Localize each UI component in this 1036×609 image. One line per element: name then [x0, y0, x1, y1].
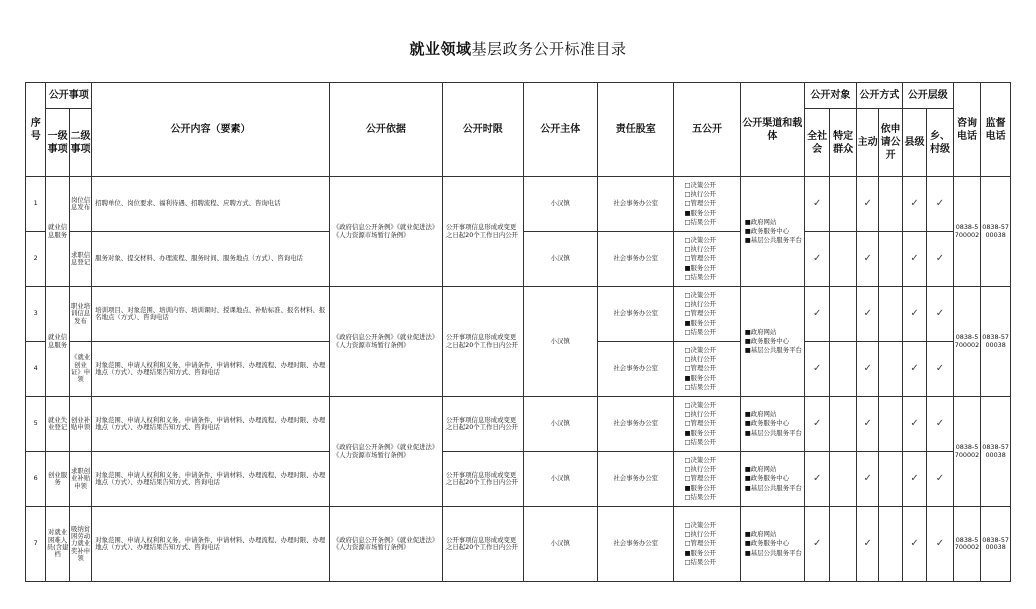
time-cell: 公开事项信息形成或变更之日起20个工作日内公开	[443, 287, 524, 397]
row-number: 5	[26, 397, 46, 452]
channel-item: ■政务服务中心	[744, 474, 790, 483]
row-number: 7	[26, 507, 46, 582]
subject-cell: 小汉镇	[523, 287, 597, 397]
table-row	[26, 452, 1011, 507]
five-option: □管理公开	[684, 419, 717, 428]
supervise-phone: 0838-5700038	[981, 507, 1011, 582]
five-option: □结果公开	[684, 272, 717, 281]
five-option: □决策公开	[684, 181, 717, 190]
five-cell	[674, 177, 740, 232]
group-cell: 就业信息服务	[46, 287, 69, 397]
subject-cell: 小汉镇	[523, 177, 597, 232]
blank-cell	[879, 397, 902, 452]
consult-phone: 0838-5700002	[953, 287, 981, 397]
header-consult: 咨询电话	[953, 83, 981, 177]
five-option: ■服务公开	[684, 428, 717, 437]
check-mark: ✓	[927, 507, 954, 582]
five-option: □管理公开	[684, 199, 717, 208]
time-cell: 公开事项信息形成或变更之日起20个工作日内公开	[443, 397, 524, 452]
blank-cell	[830, 397, 857, 452]
check-mark: ✓	[902, 177, 926, 232]
subject-cell: 小汉镇	[523, 397, 597, 452]
basis-cell: 《政府信息公开条例》《就业促进法》《人力资源市场暂行条例》	[329, 287, 442, 397]
level2-cell: 岗位信息发布	[69, 177, 91, 232]
five-option: □结果公开	[684, 437, 717, 446]
five-option: □决策公开	[684, 521, 717, 530]
level2-cell: 职业培训信息发布	[69, 287, 91, 342]
check-mark: ✓	[804, 507, 829, 582]
channel-item: ■政府网站	[744, 217, 777, 226]
blank-cell	[830, 232, 857, 287]
check-mark: ✓	[856, 342, 878, 397]
five-cell	[674, 452, 740, 507]
row-number: 4	[26, 342, 46, 397]
page-title	[0, 38, 1036, 59]
channel-item: ■政府网站	[744, 465, 777, 474]
blank-cell	[879, 287, 902, 342]
check-mark: ✓	[902, 507, 926, 582]
table-row	[26, 397, 1011, 452]
five-option: □执行公开	[684, 300, 717, 309]
five-option: □管理公开	[684, 539, 717, 548]
check-mark: ✓	[804, 452, 829, 507]
header-office: 责任股室	[597, 83, 673, 177]
five-option: □执行公开	[684, 190, 717, 199]
check-mark: ✓	[856, 397, 878, 452]
office-cell: 社会事务办公室	[597, 287, 673, 342]
office-cell: 社会事务办公室	[597, 342, 673, 397]
table-row	[26, 507, 1011, 582]
title-bold: 就业领域	[409, 40, 472, 58]
check-mark: ✓	[856, 287, 878, 342]
check-mark: ✓	[856, 452, 878, 507]
header-subject: 公开主体	[523, 83, 597, 177]
check-mark: ✓	[902, 342, 926, 397]
header-basis: 公开依据	[329, 83, 442, 177]
header-time: 公开时限	[443, 83, 524, 177]
header-method-active: 主动	[856, 109, 878, 177]
five-option: □管理公开	[684, 309, 717, 318]
blank-cell	[830, 342, 857, 397]
content-cell: 对象范围、申请人权利和义务、申请条件、申请材料、办理流程、办理时限、办理地点（方式）、办理结果告知方式、咨询电话	[92, 452, 330, 507]
five-option: ■服务公开	[684, 373, 717, 382]
check-mark: ✓	[927, 232, 954, 287]
level2-cell: 吸纳贫困劳动力就业奖补申领	[69, 507, 91, 582]
check-mark: ✓	[927, 287, 954, 342]
five-option: □管理公开	[684, 254, 717, 263]
subject-cell: 小汉镇	[523, 232, 597, 287]
five-option: ■服务公开	[684, 263, 717, 272]
channel-item: ■政务服务中心	[744, 336, 790, 345]
check-mark: ✓	[902, 397, 926, 452]
channel-cell	[740, 452, 804, 507]
blank-cell	[830, 177, 857, 232]
supervise-phone: 0838-5700038	[981, 287, 1011, 397]
office-cell: 社会事务办公室	[597, 232, 673, 287]
blank-cell	[830, 507, 857, 582]
header-level1: 一级事项	[46, 109, 69, 177]
channel-cell	[740, 177, 804, 287]
office-cell: 社会事务办公室	[597, 397, 673, 452]
five-option: ■服务公开	[684, 548, 717, 557]
header-seq: 序号	[26, 83, 46, 177]
channel-item: ■政府网站	[744, 410, 777, 419]
check-mark: ✓	[902, 452, 926, 507]
catalog-table	[25, 82, 1011, 582]
time-cell: 公开事项信息形成或变更之日起20个工作日内公开	[443, 177, 524, 287]
blank-cell	[879, 452, 902, 507]
group-cell: 就业信息服务	[46, 177, 69, 287]
consult-phone: 0838-5700002	[953, 507, 981, 582]
five-option: □结果公开	[684, 557, 717, 566]
five-cell	[674, 507, 740, 582]
header-content: 公开内容（要素）	[92, 83, 330, 177]
five-cell	[674, 342, 740, 397]
channel-item: ■基层公共服务平台	[744, 346, 802, 355]
header-target-all: 全社会	[804, 109, 829, 177]
level2-cell: 求职创业补贴申领	[69, 452, 91, 507]
channel-cell	[740, 287, 804, 397]
content-cell: 对象范围、申请人权利和义务、申请条件、申请材料、办理流程、办理时限、办理地点（方式）、办理结果告知方式、咨询电话	[92, 397, 330, 452]
office-cell: 社会事务办公室	[597, 507, 673, 582]
check-mark: ✓	[902, 232, 926, 287]
header-level2: 二级事项	[69, 109, 91, 177]
five-option: □结果公开	[684, 492, 717, 501]
consult-phone: 0838-5700002	[953, 397, 981, 507]
header-method: 公开方式	[856, 83, 902, 109]
office-cell: 社会事务办公室	[597, 177, 673, 232]
content-cell: 服务对象、提交材料、办理流程、服务时间、服务地点（方式）、咨询电话	[92, 232, 330, 287]
supervise-phone: 0838-5700038	[981, 397, 1011, 507]
channel-item: ■基层公共服务平台	[744, 428, 802, 437]
blank-cell	[830, 287, 857, 342]
header-channel: 公开渠道和载体	[740, 83, 804, 177]
check-mark: ✓	[804, 232, 829, 287]
five-option: □决策公开	[684, 346, 717, 355]
channel-cell	[740, 397, 804, 452]
channel-item: ■基层公共服务平台	[744, 236, 802, 245]
five-option: □管理公开	[684, 474, 717, 483]
five-option: □执行公开	[684, 530, 717, 539]
channel-item: ■基层公共服务平台	[744, 548, 802, 557]
subject-cell: 小汉镇	[523, 507, 597, 582]
check-mark: ✓	[804, 342, 829, 397]
header-level-town: 乡、村级	[927, 109, 954, 177]
channel-item: ■政务服务中心	[744, 419, 790, 428]
five-cell	[674, 397, 740, 452]
five-option: □决策公开	[684, 401, 717, 410]
channel-item: ■政务服务中心	[744, 539, 790, 548]
check-mark: ✓	[804, 397, 829, 452]
check-mark: ✓	[927, 452, 954, 507]
row-number: 6	[26, 452, 46, 507]
five-option: ■服务公开	[684, 318, 717, 327]
subject-cell: 小汉镇	[523, 452, 597, 507]
check-mark: ✓	[856, 507, 878, 582]
time-cell: 公开事项信息形成或变更之日起20个工作日内公开	[443, 507, 524, 582]
row-number: 1	[26, 177, 46, 232]
content-cell: 对象范围、申请人权利和义务、申请条件、申请材料、办理流程、办理时限、办理地点（方式）、办理结果告知方式、咨询电话	[92, 507, 330, 582]
five-option: ■服务公开	[684, 483, 717, 492]
check-mark: ✓	[856, 177, 878, 232]
five-option: □执行公开	[684, 355, 717, 364]
table-row	[26, 287, 1011, 342]
header-method-apply: 依申请公开	[879, 109, 902, 177]
check-mark: ✓	[927, 342, 954, 397]
channel-item: ■政府网站	[744, 530, 777, 539]
blank-cell	[879, 507, 902, 582]
blank-cell	[879, 232, 902, 287]
blank-cell	[830, 452, 857, 507]
title-rest: 基层政务公开标准目录	[471, 40, 627, 58]
group-cell: 就业失业登记	[46, 397, 69, 452]
level2-cell: 创业补贴申领	[69, 397, 91, 452]
five-cell	[674, 287, 740, 342]
level2-cell: 《就业创业证》申领	[69, 342, 91, 397]
five-option: □结果公开	[684, 327, 717, 336]
content-cell: 对象范围、申请人权利和义务、申请条件、申请材料、办理流程、办理时限、办理地点（方式）、办理结果告知方式、咨询电话	[92, 342, 330, 397]
header-supervise: 监督电话	[981, 83, 1011, 177]
header-five: 五公开	[674, 83, 740, 177]
five-option: □决策公开	[684, 456, 717, 465]
content-cell: 培训项目、对象范围、培训内容、培训课时、授课地点、补贴标准、报名材料、报名地点（方式）、咨询电话	[92, 287, 330, 342]
check-mark: ✓	[927, 397, 954, 452]
five-option: ■服务公开	[684, 208, 717, 217]
channel-cell	[740, 507, 804, 582]
five-option: □执行公开	[684, 465, 717, 474]
five-option: □决策公开	[684, 236, 717, 245]
channel-item: ■基层公共服务平台	[744, 483, 802, 492]
check-mark: ✓	[856, 232, 878, 287]
content-cell: 招聘单位、岗位要求、福利待遇、招聘流程、应聘方式、咨询电话	[92, 177, 330, 232]
five-option: □决策公开	[684, 291, 717, 300]
check-mark: ✓	[902, 287, 926, 342]
check-mark: ✓	[927, 177, 954, 232]
check-mark: ✓	[804, 287, 829, 342]
consult-phone: 0838-5700002	[953, 177, 981, 287]
header-target: 公开对象	[804, 83, 856, 109]
basis-cell: 《政府信息公开条例》《就业促进法》《人力资源市场暂行条例》	[329, 177, 442, 287]
five-option: □执行公开	[684, 245, 717, 254]
level2-cell: 求职信息登记	[69, 232, 91, 287]
supervise-phone: 0838-5700038	[981, 177, 1011, 287]
group-cell: 创业服务	[46, 452, 69, 507]
five-option: □结果公开	[684, 382, 717, 391]
five-option: □执行公开	[684, 410, 717, 419]
channel-item: ■政务服务中心	[744, 226, 790, 235]
row-number: 3	[26, 287, 46, 342]
header-target-specific: 特定群众	[830, 109, 857, 177]
group-cell: 对就业困难人员(含建档	[46, 507, 69, 582]
basis-cell: 《政府信息公开条例》《就业促进法》《人力资源市场暂行条例》	[329, 507, 442, 582]
header-level: 公开层级	[902, 83, 953, 109]
header-matter: 公开事项	[46, 83, 92, 109]
check-mark: ✓	[804, 177, 829, 232]
time-cell: 公开事项信息形成或变更之日起20个工作日内公开	[443, 452, 524, 507]
blank-cell	[879, 177, 902, 232]
five-option: □管理公开	[684, 364, 717, 373]
row-number: 2	[26, 232, 46, 287]
basis-cell: 《政府信息公开条例》《就业促进法》《人力资源市场暂行条例》	[329, 397, 442, 507]
blank-cell	[879, 342, 902, 397]
office-cell: 社会事务办公室	[597, 452, 673, 507]
five-cell	[674, 232, 740, 287]
channel-item: ■政府网站	[744, 327, 777, 336]
header-level-county: 县级	[902, 109, 926, 177]
five-option: □结果公开	[684, 217, 717, 226]
table-row	[26, 177, 1011, 232]
